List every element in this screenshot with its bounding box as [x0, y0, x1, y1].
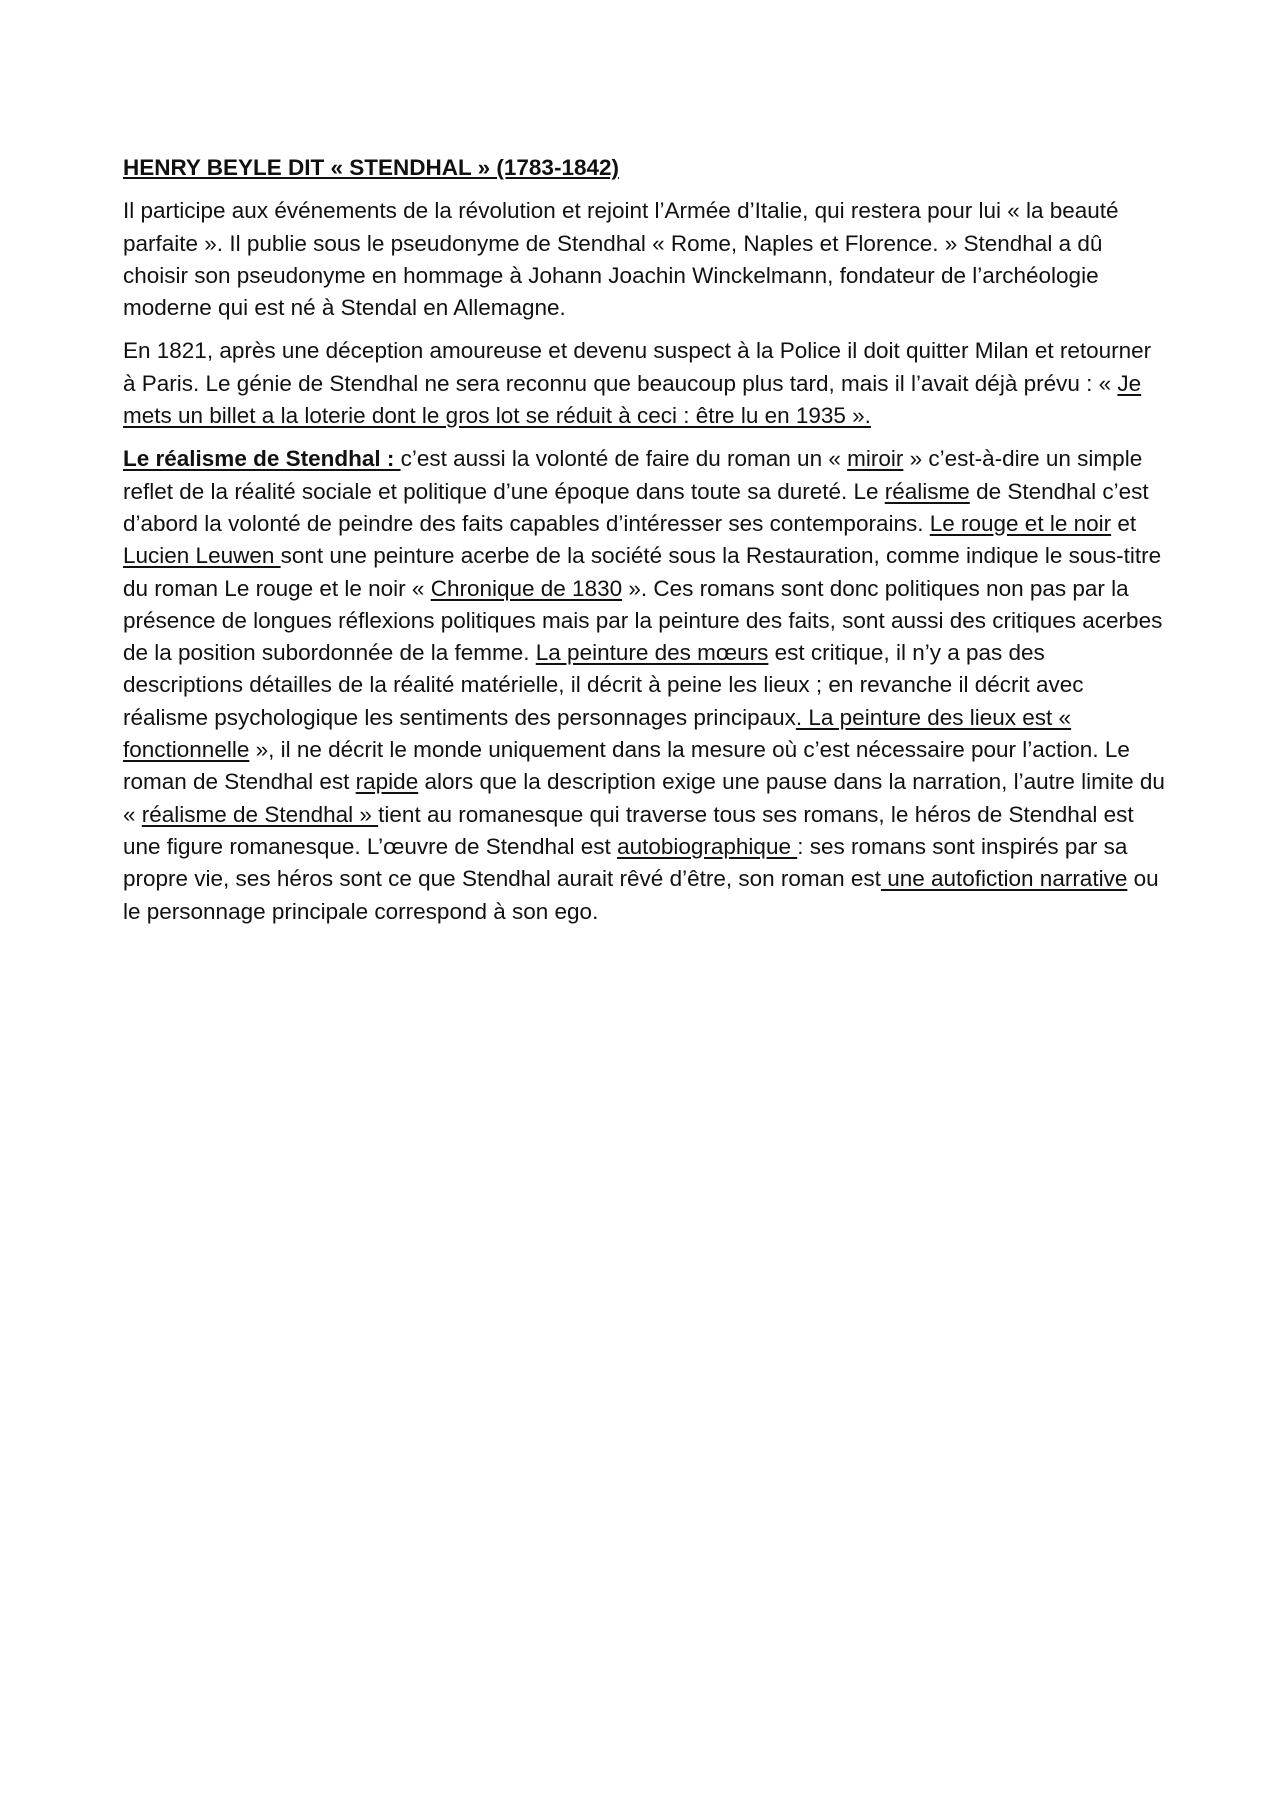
paragraph-3 — [123, 443, 1168, 927]
paragraph-text: est critique, il n’y a pas des descriptions détailles de la réalité matérielle, il décrit à peine les lieux ; en revanche il décrit avec réalisme psychologique les sentiments des personnages principaux — [123, 640, 1084, 730]
paragraph-text: : ses romans sont inspirés par sa propre vie, ses héros sont ce que Stendhal aurait rêvé d’être, son roman est — [123, 833, 1128, 892]
underlined-text: autobiographique — [617, 833, 798, 859]
paragraph-text: Il participe aux événements de la révolution et rejoint l’Armée d’Italie, qui restera pour lui « la beauté parfaite ». Il publie sous le pseudonyme de Stendhal « Rome, Naples et Florence. » Stendhal a dû choisir son pseudonyme en hommage à Johann Joachin Winckelmann, fondateur de l’archéologie moderne qui est né à Stendal en Allemagne. — [123, 198, 1119, 321]
section-heading-inline: Le réalisme de Stendhal : — [123, 446, 401, 472]
underlined-text: . La peinture des lieux est « fonctionnelle — [123, 704, 1072, 763]
paragraphs-container — [123, 195, 1168, 928]
underlined-text: Lucien Leuwen — [123, 543, 281, 569]
paragraph-text: ». Ces romans sont donc politiques non pas par la présence de longues réflexions politiques mais par la peinture des faits, sont aussi des critiques acerbes de la position subordonnée de la femme. — [123, 575, 1163, 666]
underlined-text: une autofiction narrative — [880, 866, 1128, 892]
underlined-text: miroir — [847, 446, 904, 472]
underlined-text: rapide — [355, 769, 419, 795]
paragraph-text: c’est aussi la volonté de faire du roman un « — [400, 446, 848, 472]
paragraph-text: » c’est-à-dire un simple reflet de la réalité sociale et politique d’une époque dans toute sa dureté. Le — [123, 446, 1143, 504]
underlined-text: réalisme de Stendhal » — [141, 801, 379, 827]
document-body — [123, 152, 1168, 939]
paragraph-text: sont une peinture acerbe de la société sous la Restauration, comme indique le sous-titre du roman Le rouge et le noir « — [123, 543, 1162, 601]
paragraph-2 — [123, 335, 1168, 432]
paragraph-text: de Stendhal c’est d’abord la volonté de peindre des faits capables d’intéresser ses contemporains. — [123, 478, 1149, 536]
paragraph-1 — [123, 195, 1168, 324]
paragraph-text: ou le personnage principale correspond à son ego. — [123, 866, 1159, 924]
paragraph-text: alors que la description exige une pause dans la narration, l’autre limite du « — [123, 769, 1165, 827]
paragraph-text: et — [1111, 510, 1137, 536]
paragraph-text: », il ne décrit le monde uniquement dans la mesure où c’est nécessaire pour l’action. Le roman de Stendhal est — [123, 737, 1130, 795]
underlined-text: réalisme — [884, 478, 970, 504]
underlined-text: Je mets un billet a la loterie dont le gros lot se réduit à ceci : être lu en 1935 ». — [123, 370, 1142, 429]
paragraph-text: tient au romanesque qui traverse tous ses romans, le héros de Stendhal est une figure romanesque. L’œuvre de Stendhal est — [123, 801, 1134, 859]
underlined-text: Chronique de 1830 — [430, 575, 623, 601]
underlined-text: Le rouge et le noir — [929, 510, 1112, 536]
underlined-text: La peinture des mœurs — [535, 640, 769, 666]
paragraph-text: En 1821, après une déception amoureuse et devenu suspect à la Police il doit quitter Milan et retourner à Paris. Le génie de Stendhal ne sera reconnu que beaucoup plus tard, mais il l’avait déjà prévu : « — [123, 338, 1152, 396]
document-title: HENRY BEYLE DIT « STENDHAL » (1783-1842) — [123, 155, 619, 180]
